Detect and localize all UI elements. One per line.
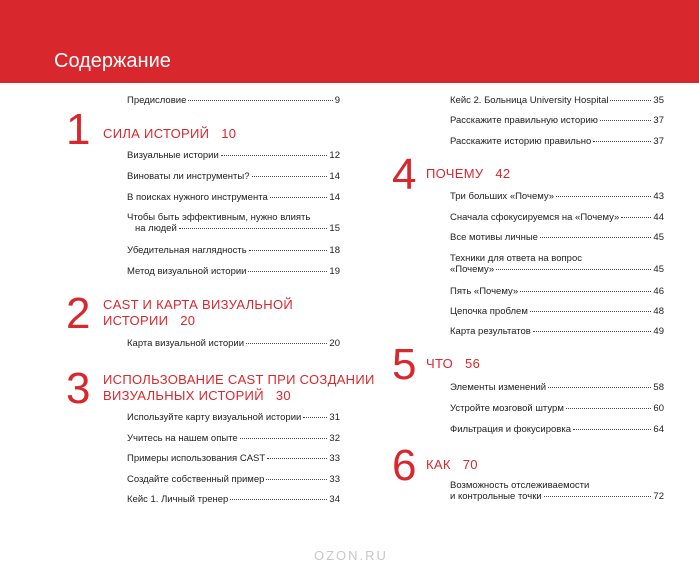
toc-entry-title: Цепочка проблем	[450, 306, 528, 317]
toc-entry-title: Визуальные истории	[127, 150, 219, 161]
chapter-title: ИСПОЛЬЗОВАНИЕ CAST ПРИ СОЗДАНИИ	[103, 372, 375, 387]
toc-entry-page: 45	[653, 264, 664, 275]
toc-entry[interactable]	[450, 306, 664, 317]
toc-entry-title: Расскажите историю правильно	[450, 136, 592, 147]
toc-entry-page: 14	[329, 192, 340, 203]
toc-entry[interactable]	[450, 326, 664, 337]
toc-entry-page: 19	[329, 266, 340, 277]
toc-entry[interactable]	[127, 453, 340, 464]
toc-entry-title: Расскажите правильную историю	[450, 115, 598, 126]
toc-entry-page: 72	[653, 491, 664, 502]
toc-entry-title: Устройте мозговой штурм	[450, 403, 564, 414]
dot-leader	[533, 331, 652, 332]
toc-entry-page: 33	[329, 453, 340, 464]
toc-entry-title: на людей	[135, 223, 177, 234]
toc-entry[interactable]	[127, 494, 340, 505]
dot-leader	[600, 120, 652, 121]
toc-entry-page: 48	[653, 306, 664, 317]
chapter-heading[interactable]	[426, 457, 478, 473]
toc-entry-title: Чтобы быть эффективным, нужно влиять	[127, 212, 311, 223]
toc-entry[interactable]	[127, 412, 340, 423]
chapter-heading[interactable]	[426, 356, 480, 372]
dot-leader	[593, 141, 651, 142]
chapter-title: ИСТОРИИ	[103, 313, 169, 328]
dot-leader	[266, 479, 327, 480]
toc-entry[interactable]	[450, 136, 664, 147]
toc-entry-title: Метод визуальной истории	[127, 266, 247, 277]
chapter-title: ЧТО	[426, 356, 454, 371]
toc-entry[interactable]	[127, 474, 340, 485]
toc-entry[interactable]	[450, 403, 664, 414]
toc-entry-title: Сначала сфокусируемся на «Почему»	[450, 212, 620, 223]
toc-entry-page: 33	[329, 474, 340, 485]
dot-leader	[566, 408, 652, 409]
toc-entry-page: 43	[653, 191, 664, 202]
toc-entry-page: 15	[329, 223, 340, 234]
toc-entry-title: Фильтрация и фокусировка	[450, 424, 571, 435]
toc-entry-title: Кейс 1. Личный тренер	[127, 494, 229, 505]
chapter-page: 20	[180, 313, 196, 328]
dot-leader	[252, 176, 328, 177]
dot-leader	[573, 429, 651, 430]
toc-entry-title: В поисках нужного инструмента	[127, 192, 268, 203]
chapter-title: ПОЧЕМУ	[426, 166, 484, 181]
toc-entry-title: Карта визуальной истории	[127, 338, 245, 349]
toc-entry[interactable]	[450, 480, 664, 502]
toc-entry[interactable]	[127, 192, 340, 203]
toc-entry-title: Виноваты ли инструменты?	[127, 171, 250, 182]
chapter-title: CAST И КАРТА ВИЗУАЛЬНОЙ	[103, 297, 293, 312]
dot-leader	[303, 417, 327, 418]
toc-entry-page: 9	[334, 95, 340, 106]
toc-entry-page: 44	[653, 212, 664, 223]
toc-entry[interactable]	[450, 424, 664, 435]
toc-entry-title: Карта результатов	[450, 326, 531, 337]
toc-entry[interactable]	[450, 115, 664, 126]
chapter-number: 6	[392, 441, 417, 490]
watermark: OZON.RU	[314, 548, 388, 563]
dot-leader	[610, 100, 651, 101]
chapter-page: 10	[221, 126, 237, 141]
toc-entry-title: Элементы изменений	[450, 382, 547, 393]
chapter-number: 5	[392, 340, 417, 389]
toc-entry-page: 37	[653, 115, 664, 126]
chapter-heading[interactable]	[103, 126, 236, 142]
toc-entry-page: 32	[329, 433, 340, 444]
dot-leader	[188, 100, 332, 101]
chapter-number: 1	[66, 105, 91, 154]
dot-leader	[520, 291, 651, 292]
toc-entry-title: Три больших «Почему»	[450, 191, 555, 202]
chapter-title: СИЛА ИСТОРИЙ	[103, 126, 210, 141]
dot-leader	[530, 311, 652, 312]
toc-entry-title: Кейс 2. Больница University Hospital	[450, 95, 609, 106]
toc-entry-page: 14	[329, 171, 340, 182]
toc-entry[interactable]	[127, 212, 340, 234]
chapter-heading[interactable]	[103, 372, 375, 404]
dot-leader	[496, 269, 651, 270]
dot-leader	[621, 217, 651, 218]
toc-entry[interactable]	[450, 286, 664, 297]
dot-leader	[240, 438, 328, 439]
dot-leader	[548, 387, 651, 388]
dot-leader	[544, 496, 652, 497]
toc-entry-page: 31	[329, 412, 340, 423]
toc-entry-title: Используйте карту визуальной истории	[127, 412, 302, 423]
toc-entry-title: и контрольные точки	[450, 491, 542, 502]
toc-entry-page: 34	[329, 494, 340, 505]
toc-entry[interactable]	[127, 338, 340, 349]
toc-entry[interactable]	[450, 382, 664, 393]
toc-entry-title: Техники для ответа на вопрос	[450, 253, 582, 264]
chapter-heading[interactable]	[103, 297, 293, 329]
toc-entry[interactable]	[450, 191, 664, 202]
dot-leader	[221, 155, 328, 156]
toc-entry-preface[interactable]	[127, 95, 340, 106]
toc-entry[interactable]	[127, 171, 340, 182]
chapter-number: 3	[66, 364, 91, 413]
chapter-page: 70	[462, 457, 478, 472]
chapter-title: ВИЗУАЛЬНЫХ ИСТОРИЙ	[103, 388, 264, 403]
dot-leader	[540, 237, 651, 238]
toc-entry-page: 60	[653, 403, 664, 414]
toc-entry-page: 20	[329, 338, 340, 349]
chapter-title: КАК	[426, 457, 451, 472]
dot-leader	[230, 499, 327, 500]
toc-entry-page: 46	[653, 286, 664, 297]
toc-entry-page: 37	[653, 136, 664, 147]
toc-entry[interactable]	[450, 253, 664, 275]
toc-entry-title: Пять «Почему»	[450, 286, 519, 297]
chapter-page: 30	[275, 388, 291, 403]
chapter-number: 2	[66, 289, 91, 338]
toc-entry[interactable]	[127, 245, 340, 256]
toc-entry-title: Все мотивы личные	[450, 232, 538, 243]
dot-leader	[249, 250, 328, 251]
dot-leader	[246, 343, 327, 344]
toc-entry-title: Предисловие	[127, 95, 187, 106]
toc-entry-page: 58	[653, 382, 664, 393]
chapter-heading[interactable]	[426, 166, 510, 182]
toc-entry[interactable]	[127, 433, 340, 444]
toc-entry-page: 12	[329, 150, 340, 161]
chapter-page: 42	[495, 166, 511, 181]
toc-entry-page: 45	[653, 232, 664, 243]
dot-leader	[267, 458, 327, 459]
toc-entry-title: Примеры использования CAST	[127, 453, 266, 464]
toc-entry[interactable]	[450, 95, 664, 106]
chapter-page: 56	[465, 356, 481, 371]
toc-entry-page: 35	[653, 95, 664, 106]
toc-entry-page: 49	[653, 326, 664, 337]
toc-entry-page: 18	[329, 245, 340, 256]
dot-leader	[556, 196, 651, 197]
toc-entry[interactable]	[127, 150, 340, 161]
dot-leader	[248, 271, 327, 272]
dot-leader	[179, 228, 328, 229]
toc-entry-title: «Почему»	[450, 264, 495, 275]
toc-entry-page: 64	[653, 424, 664, 435]
toc-entry-title: Создайте собственный пример	[127, 474, 265, 485]
dot-leader	[270, 197, 328, 198]
toc-entry-title: Возможность отслеживаемости	[450, 480, 590, 491]
page-title: Содержание	[54, 50, 171, 72]
chapter-number: 4	[392, 150, 417, 199]
toc-entry[interactable]	[450, 212, 664, 223]
toc-entry-title: Убедительная наглядность	[127, 245, 247, 256]
toc-entry[interactable]	[127, 266, 340, 277]
toc-entry-title: Учитесь на нашем опыте	[127, 433, 238, 444]
toc-entry[interactable]	[450, 232, 664, 243]
